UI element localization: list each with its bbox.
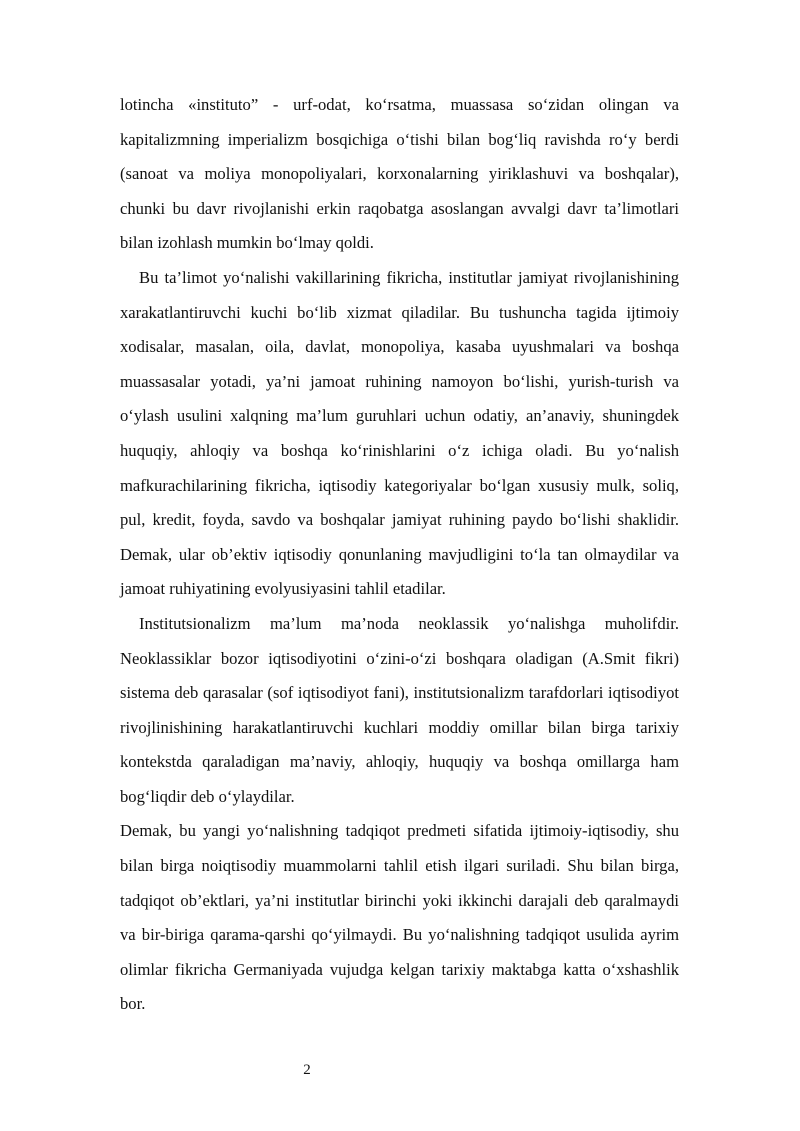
document-body	[120, 88, 679, 1022]
page-number: 2	[303, 1062, 311, 1078]
paragraph-2: Bu ta’limot yo‘nalishi vakillarining fikricha, institutlar jamiyat rivojlanishining xarakatlantiruvchi kuchi bo‘lib xizmat qiladilar. Bu tushuncha tagida ijtimoiy xodisalar, masalan, oila, davlat, monopoliya, kasaba uyushmalari va boshqa muassasalar yotadi, ya’ni jamoat ruhining namoyon bo‘lishi, yurish-turish va o‘ylash usulini xalqning ma’lum guruhlari uchun odatiy, an’anaviy, shuningdek huquqiy, ahloqiy va boshqa ko‘rinishlarini o‘z ichiga oladi. Bu yo‘nalish mafkurachilarining fikricha, iqtisodiy kategoriyalar bo‘lgan xususiy mulk, soliq, pul, kredit, foyda, savdo va boshqalar jamiyat ruhining paydo bo‘lishi shaklidir. Demak, ular ob’ektiv iqtisodiy qonunlaning mavjudligini to‘la tan olmaydilar va jamoat ruhiyatining evolyusiyasini tahlil etadilar.	[120, 267, 679, 599]
paragraph-4: Demak, bu yangi yo‘nalishning tadqiqot predmeti sifatida ijtimoiy-iqtisodiy, shu bilan birga noiqtisodiy muammolarni tahlil etish ilgari suriladi. Shu bilan birga, tadqiqot ob’ektlari, ya’ni institutlar birinchi yoki ikkinchi darajali deb qaralmaydi va bir-biriga qarama-qarshi qo‘yilmaydi. Bu yo‘nalishning tadqiqot usulida ayrim olimlar fikricha Germaniyada vujudga kelgan tarixiy maktabga katta o‘xshashlik bor.	[120, 821, 679, 1014]
paragraph-3: Institutsionalizm ma’lum ma’noda neoklassik yo‘nalishga muholifdir. Neoklassiklar bozor iqtisodiyotini o‘zini-o‘zi boshqara oladigan (A.Smit fikri) sistema deb qarasalar (sof iqtisodiyot fani), institutsionalizm tarafdorlari iqtisodiyot rivojlinishining harakatlantiruvchi kuchlari moddiy omillar bilan birga tarixiy kontekstda qaraladigan ma’naviy, ahloqiy, huquqiy va boshqa omillarga ham bog‘liqdir deb o‘ylaydilar.	[120, 613, 679, 806]
paragraph-1: lotincha «instituto” - urf-odat, ko‘rsatma, muassasa so‘zidan olingan va kapitalizmning imperializm bosqichiga o‘tishi bilan bog‘liq ravishda ro‘y berdi (sanoat va moliya monopoliyalari, korxonalarning yiriklashuvi va boshqalar), chunki bu davr rivojlanishi erkin raqobatga asoslangan avvalgi davr ta’limotlari bilan izohlash mumkin bo‘lmay qoldi.	[120, 95, 679, 253]
